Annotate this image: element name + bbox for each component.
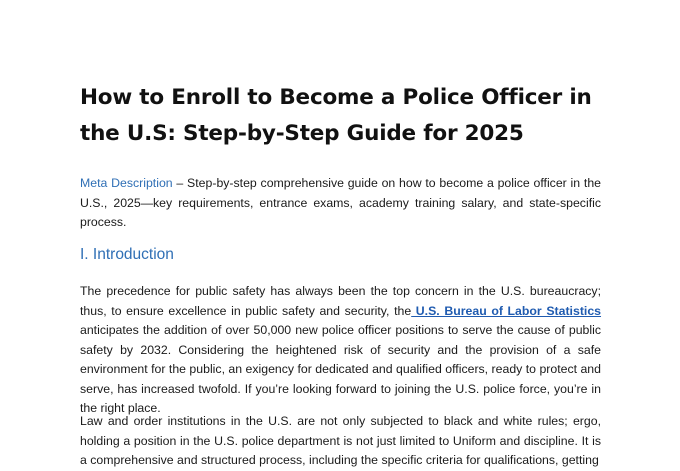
meta-description-text: – Step-by-step comprehensive guide on how to become a police officer in the U.S., 2025—key requirements, entrance exams, academy training salary, and state-specific process. — [80, 176, 601, 229]
introduction-heading: I. Introduction — [80, 246, 174, 263]
bureau-of-labor-statistics-link[interactable]: U.S. Bureau of Labor Statistics — [411, 303, 602, 318]
meta-description-label: Meta Description — [80, 176, 173, 190]
paragraph-1-text-before-link: The precedence for public safety has always been the top concern in the U.S. bureaucracy; thus, to ensure excellence in public safety and security, the — [80, 284, 601, 318]
introduction-paragraph-2: Law and order institutions in the U.S. are not only subjected to black and white rules; ergo, holding a position in the U.S. police department is not just limited to Uniform and discipline. It is a comprehensive and structured process, including the specific criteria for qualifications, getting — [80, 414, 601, 467]
paragraph-1-text-after-link: anticipates the addition of over 50,000 new police officer positions to serve the cause of public safety by 2032. Considering the heightened risk of security and the provision of a safe environment for the public, an exigency for dedicated and qualified officers, ready to protect and serve, has increased twofold. If you’re looking forward to joining the U.S. police force, you’re in the right place. — [80, 323, 601, 415]
document-title: How to Enroll to Become a Police Officer in the U.S: Step-by-Step Guide for 2025 — [80, 85, 592, 146]
introduction-paragraph-1 — [80, 282, 601, 419]
meta-description — [80, 174, 601, 233]
